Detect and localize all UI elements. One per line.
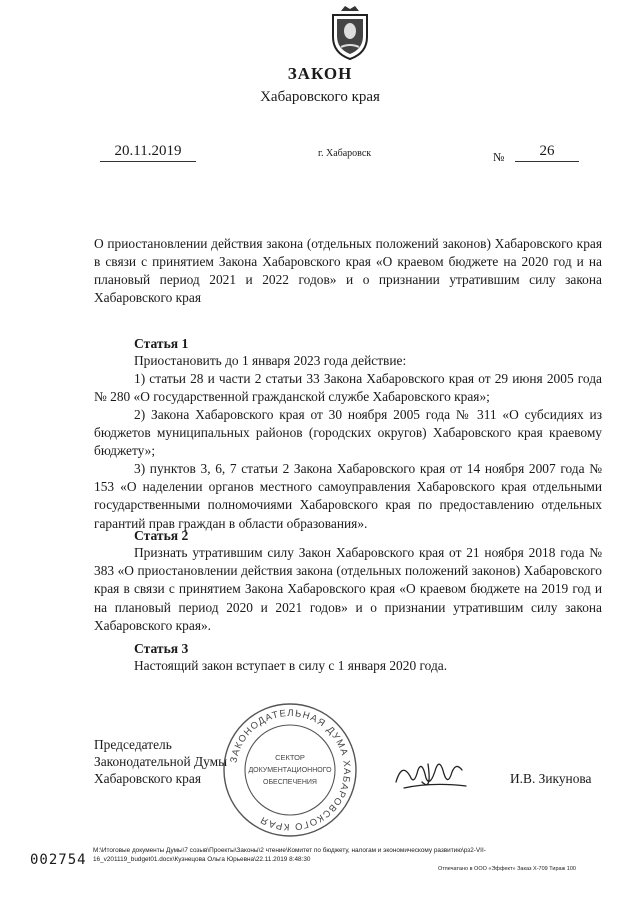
document-date: 20.11.2019 [100,143,196,162]
footer-path-line-1: М:\Итоговые документы Думы\7 созыв\Проекты\Законы\2 чтение\Комитет по бюджету, налогам и экономическому развитию\рз2-VII- [93,847,486,854]
article-1-item-1: 1) статьи 28 и части 2 статьи 33 Закона Хабаровского края от 29 июня 2005 года № 280 «О государственной гражданской службе Хабаровского края»; [94,371,602,405]
article-2-text: Признать утратившим силу Закон Хабаровского края от 21 ноября 2018 года № 383 «О приостановлении действия закона (отдельных положений законов) Хабаровского края в связи с принятием Закона Хабаровского края «О краевом бюджете на 2019 год и на плановый период 2020 и 2021 годов» и о признании утратившим силу закона Хабаровского края». [94,545,602,633]
coat-of-arms-icon [327,3,373,61]
footer-file-path [93,846,603,864]
law-subject: О приостановлении действия закона (отдельных положений законов) Хабаровского края в связи с принятием Закона Хабаровского края «О краевом бюджете на 2020 год и на плановый период 2021 и 2022 годов» и о признании утратившим силу закона Хабаровского края [94,236,602,305]
handwritten-signature [392,752,472,796]
article-1-item-2: 2) Закона Хабаровского края от 30 ноября 2005 года № 311 «О субсидиях из бюджетов муниципальных районов (городских округов) Хабаровского края краевому бюджету»; [94,407,602,459]
footer-path-line-2: 16_v201119_budget01.docx\Кузнецова Ольга Юрьевна\22.11.2019 8:48:30 [93,856,311,863]
document-number: 26 [515,143,579,162]
stamp-outer-text: ЗАКОНОДАТЕЛЬНАЯ ДУМА ХАБАРОВСКОГО КРАЯ [228,707,353,833]
footer-document-number: 002754 [30,852,87,868]
stamp-inner-line-1: СЕКТОР [275,753,305,762]
signatory-title [94,736,227,787]
document-city: г. Хабаровск [318,148,372,159]
article-3-text: Настоящий закон вступает в силу с 1 января 2020 года. [134,658,448,673]
article-3-heading: Статья 3 [134,641,189,656]
stamp-inner-line-3: ОБЕСПЕЧЕНИЯ [263,779,317,786]
article-1-item-3: 3) пунктов 3, 6, 7 статьи 2 Закона Хабаровского края от 14 ноября 2007 года № 153 «О наделении органов местного самоуправления Хабаровского края отдельными государственными полномочиями Хабаровского края по предоставлению отдельных гарантий прав граждан в области образования». [94,461,602,531]
footer-print-note: Отпечатано в ООО «Эффект» Заказ Х-709 Тираж 100 [438,866,576,872]
number-label: № [493,150,505,164]
article-2-heading: Статья 2 [134,528,189,543]
signatory-title-line-1: Председатель [94,737,172,752]
official-stamp [220,700,360,840]
article-1-intro: Приостановить до 1 января 2023 года действие: [134,353,407,368]
signatory-title-line-2: Законодательной Думы [94,754,228,769]
signatory-title-line-3: Хабаровского края [94,771,201,786]
document-title: ЗАКОН [287,64,353,83]
stamp-inner-line-2: ДОКУМЕНТАЦИОННОГО [248,767,332,774]
signatory-name: И.В. Зикунова [510,771,592,786]
document-subtitle: Хабаровского края [260,89,380,105]
article-1-heading: Статья 1 [134,336,189,351]
